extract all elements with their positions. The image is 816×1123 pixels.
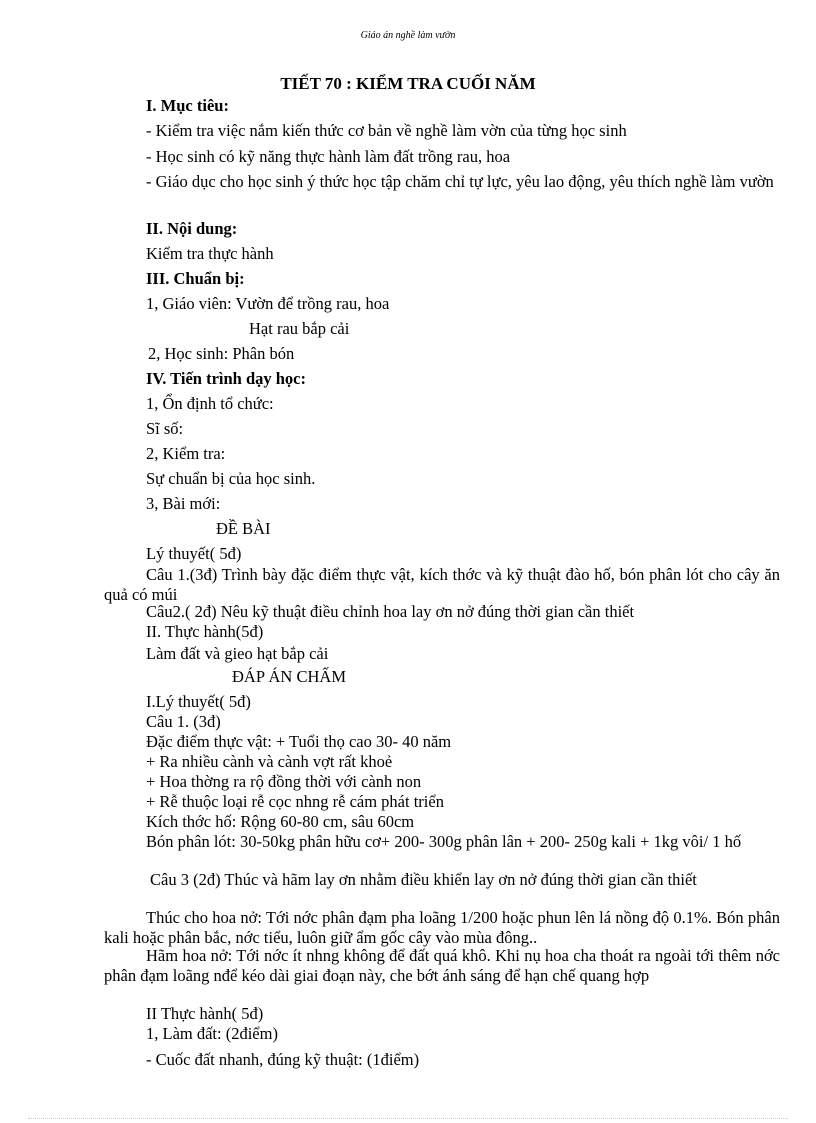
answer-line: Kích thớc hố: Rộng 60-80 cm, sâu 60cm [146,812,415,831]
content-text: Kiểm tra thực hành [146,244,274,263]
exam-heading: ĐỀ BÀI [216,519,271,538]
answer-line: + Rễ thuộc loại rễ cọc nhng rễ cám phát triển [146,792,444,811]
section-heading-preparation: III. Chuẩn bị: [146,269,245,288]
answer-fertilizer: Bón phân lót: 30-50kg phân hữu cơ+ 200- 300g phân lân + 200- 250g kali + 1kg vôi/ 1 hố [146,832,742,851]
answer-delay: Hãm hoa nở: Tới nớc ít nhng không để đất quá khô. Khi nụ hoa cha thoát ra ngoài tới thêm nớc phân đạm loãng nđể kéo dài giai đoạn này, che bớt ánh sáng để hạn chế quang hợp [104,946,780,985]
procedure-line: 1, Ổn định tổ chức: [146,394,274,413]
answer-practice-1: 1, Làm đất: (2điểm) [146,1024,278,1043]
objective-item: - Học sinh có kỹ năng thực hành làm đất trồng rau, hoa [146,147,511,166]
preparation-teacher-seeds: Hạt rau bắp cải [249,319,350,338]
preparation-teacher: 1, Giáo viên: Vườn để trồng rau, hoa [146,294,390,313]
answer-question-1: Câu 1. (3đ) [146,712,221,731]
answer-heading: ĐÁP ÁN CHẤM [232,667,346,686]
procedure-line: Sự chuẩn bị của học sinh. [146,469,316,488]
answer-line: + Hoa thờng ra rộ đồng thời với cành non [146,772,422,791]
exam-question-1: Câu 1.(3đ) Trình bày đặc điểm thực vật, kích thớc và kỹ thuật đào hố, bón phân lót cho cây ăn quả có múi [104,565,780,604]
answer-line: + Ra nhiều cành và cành vợt rất khoẻ [146,752,393,771]
answer-stimulate: Thúc cho hoa nở: Tới nớc phân đạm pha loãng 1/200 hoặc phun lên lá nồng độ 0.1%. Bón phân kali hoặc phân bắc, nớc tiểu, luôn giữ ẩm gốc cây vào mùa đông.. [104,908,780,947]
exam-practice-task: Làm đất và gieo hạt bắp cải [146,644,329,663]
procedure-line: Sĩ số: [146,419,184,438]
answer-practice: II Thực hành( 5đ) [146,1004,264,1023]
procedure-line: 3, Bài mới: [146,494,221,513]
exam-practice: II. Thực hành(5đ) [146,622,264,641]
answer-theory: I.Lý thuyết( 5đ) [146,692,251,711]
procedure-line: 2, Kiểm tra: [146,444,226,463]
answer-practice-1a: - Cuốc đất nhanh, đúng kỹ thuật: (1điểm) [146,1050,420,1069]
preparation-student: 2, Học sinh: Phân bón [148,344,295,363]
page-title: TIẾT 70 : KIỂM TRA CUỐI NĂM [280,74,536,93]
answer-line: Đặc điểm thực vật: + Tuổi thọ cao 30- 40 năm [146,732,452,751]
answer-question-3: Câu 3 (2đ) Thúc và hãm lay ơn nhằm điều khiển lay ơn nở đúng thời gian cần thiết [150,870,697,889]
page-bottom-rule [28,1118,788,1119]
exam-question-2: Câu2.( 2đ) Nêu kỹ thuật điều chỉnh hoa lay ơn nở đúng thời gian cần thiết [146,602,635,621]
objective-item: - Kiểm tra việc nắm kiến thức cơ bản về nghề làm vờn của từng học sinh [146,121,627,140]
section-heading-procedure: IV. Tiến trình dạy học: [146,369,307,388]
section-heading-content: II. Nội dung: [146,219,238,238]
section-heading-objectives: I. Mục tiêu: [146,96,229,115]
objective-item: - Giáo dục cho học sinh ý thức học tập chăm chỉ tự lực, yêu lao động, yêu thích nghề làm vườn [146,172,774,191]
exam-theory: Lý thuyết( 5đ) [146,544,242,563]
page-header: Giáo án nghề làm vườn [360,30,456,41]
